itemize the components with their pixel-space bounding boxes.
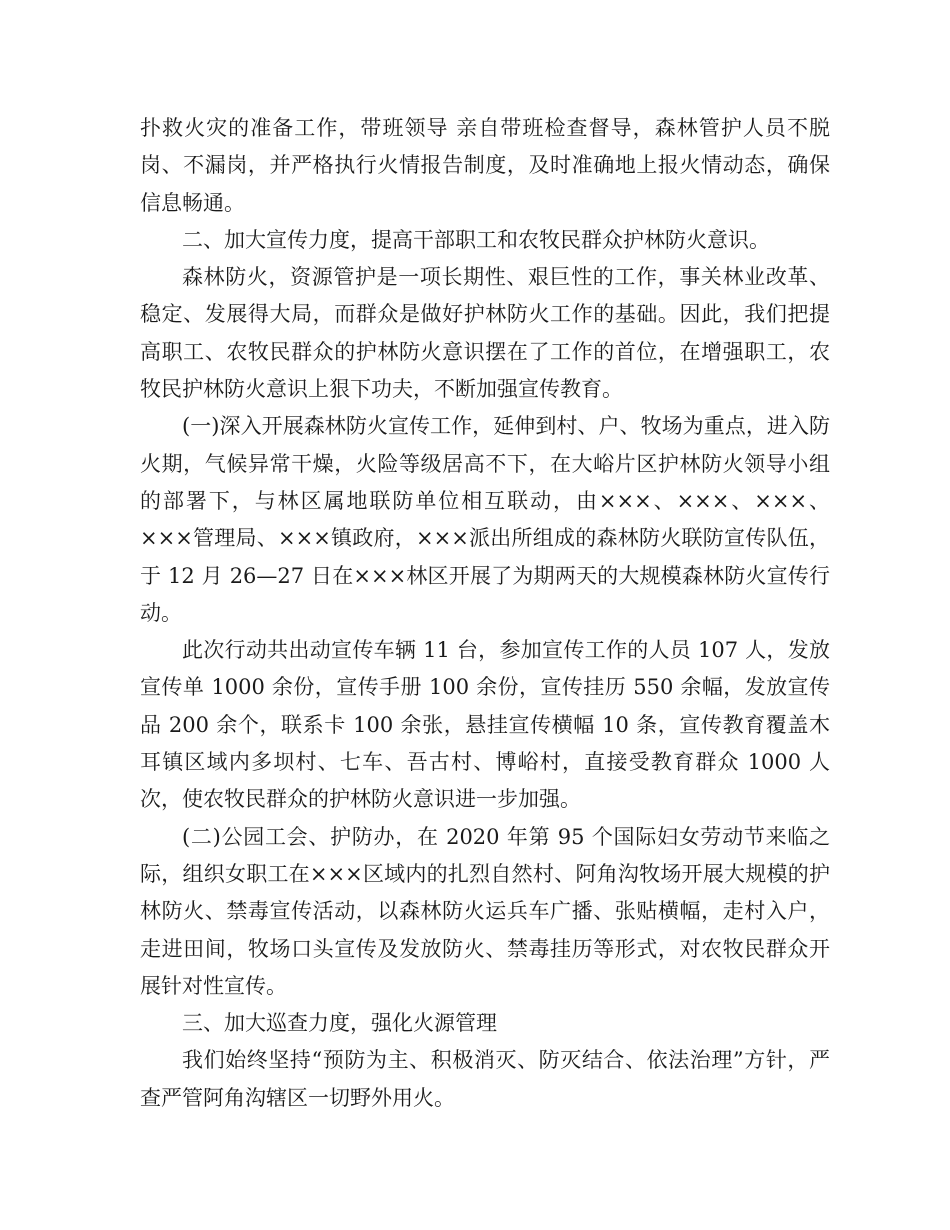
paragraph-fire-prevention: 森林防火，资源管护是一项长期性、艰巨性的工作，事关林业改革、稳定、发展得大局，而群众是做好护林防火工作的基础。因此，我们把提高职工、农牧民群众的护林防火意识摆在了工作的首位，在增强职工，农牧民护林防火意识上狠下功夫，不断加强宣传教育。 (140, 265, 830, 402)
paragraph-subsection-2: (二)公园工会、护防办，在 2020 年第 95 个国际妇女劳动节来临之际，组织女职工在×××区域内的扎烈自然村、阿角沟牧场开展大规模的护林防火、禁毒宣传活动，以森林防火运兵车广播、张贴横幅，走村入户，走进田间，牧场口头宣传及发放防火、禁毒挂历等形式，对农牧民群众开展针对性宣传。 (140, 824, 830, 998)
section-heading-2: 二、加大宣传力度，提高干部职工和农牧民群众护林防火意识。 (182, 227, 770, 252)
paragraph-campaign-stats: 此次行动共出动宣传车辆 11 台，参加宣传工作的人员 107 人，发放宣传单 1000 余份，宣传手册 100 余份，宣传挂历 550 余幅，发放宣传品 200 余个，联系卡 100 余张，悬挂宣传横幅 10 条，宣传教育覆盖木耳镇区域内多坝村、七车、吾古村、博峪村，直接受教育群众 1000 人次，使农牧民群众的护林防火意识进一步加强。 (140, 638, 830, 812)
document-body (140, 110, 830, 1117)
paragraph-policy: 我们始终坚持“预防为主、积极消灭、防灭结合、依法治理”方针，严查严管阿角沟辖区一切野外用火。 (140, 1048, 830, 1110)
paragraph-subsection-1: (一)深入开展森林防火宣传工作，延伸到村、户、牧场为重点，进入防火期，气候异常干燥，火险等级居高不下，在大峪片区护林防火领导小组的部署下，与林区属地联防单位相互联动，由×××、×××、×××、×××管理局、×××镇政府，×××派出所组成的森林防火联防宣传队伍，于 12 月 26—27 日在×××林区开展了为期两天的大规模森林防火宣传行动。 (140, 414, 830, 625)
section-heading-3: 三、加大巡查力度，强化火源管理 (182, 1011, 497, 1036)
paragraph-continuation: 扑救火灾的准备工作，带班领导 亲自带班检查督导，森林管护人员不脱岗、不漏岗，并严格执行火情报告制度，及时准确地上报火情动态，确保信息畅通。 (140, 116, 830, 215)
